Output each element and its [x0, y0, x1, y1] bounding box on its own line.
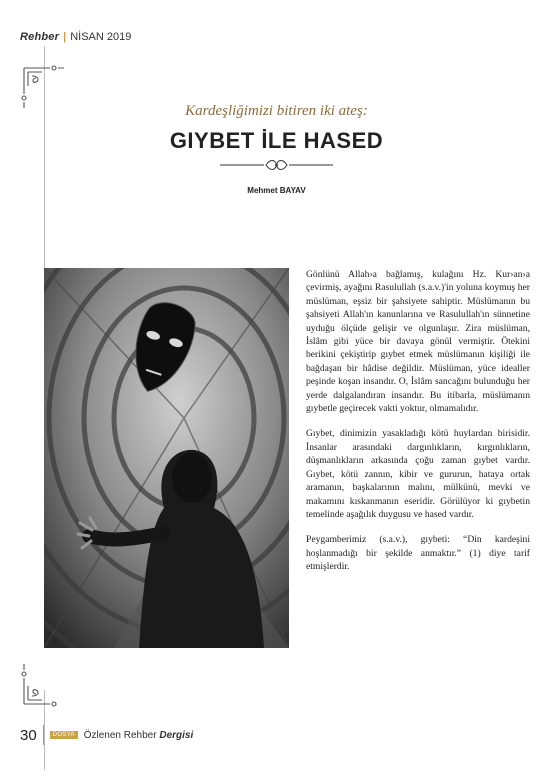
magazine-name: [84, 730, 194, 741]
title-divider-ornament-icon: [220, 158, 333, 172]
body-paragraph-3: Peygamberimiz (s.a.v.), gıybeti: “Din kardeşini hoşlanmadığı bir şekilde anmaktır.” (1) diye tarif etmişlerdir.: [306, 534, 530, 573]
running-header: [20, 31, 131, 43]
page-footer: [20, 725, 193, 745]
article-subtitle: Kardeşliğimizi bitiren iki ateş:: [185, 103, 368, 119]
footer-divider: [43, 725, 44, 745]
page-number: 30: [20, 726, 37, 744]
body-paragraph-2: Gıybet, dinimizin yasakladığı kötü huylardan birisidir. İnsanlar arasındaki dargınlıkların, kırgınlıkların, düşmanlıkların arkasında çoğu zaman gıybet vardır. Gıybet, kötü zannın, kibir ve gururun, hataya ortak aramanın, başkalarının malını, mülkünü, mevki ve makamını kıskanmanın eseridir. Görülüyor ki gıybetin temelinde aşağılık duygusu ve hased vardır.: [306, 428, 530, 520]
header-separator: |: [63, 31, 67, 43]
article-photo: [44, 268, 289, 648]
body-paragraph-1: Gönlünü Allah›a bağlamış, kulağını Hz. Kur›an›a çevirmiş, ayağını Rasulullah (s.a.v.)'in yoluna koymuş her müslüman, eşsiz bir şahsiyete sahiptir. Müslümanın bu şahsiyeti Allah'ın kanunlarına ve Rasulullah'ın sünnetine uyduğu ölçüde gelişir ve olgunlaşır. Zira müslüman, İslâm gibi yüce bir davaya gönül vermiştir. Ötekini berikini çekiştirip gıybet etmek müslümanın kişiliği ile bağdaşan bir hâdise değildir. Müslüman, yüce idealler peşinde koşan insandır. O, İslâm sancağını bulunduğu her yerde dalgalandıran insandır. Bu itibarla, müslümanın gıybetle geçirecek vakti yoktur, olmamalıdır.: [306, 269, 530, 415]
section-badge: DOSYA: [50, 731, 78, 739]
brand-name: Rehber: [20, 31, 60, 43]
issue-date: NİSAN 2019: [70, 31, 132, 43]
magazine-name-bold: Dergisi: [159, 729, 194, 741]
corner-ornament-icon: [20, 662, 66, 708]
article-body: [306, 268, 530, 586]
masked-person-photo: [44, 268, 289, 648]
article-title: GIYBET İLE HASED: [169, 128, 384, 153]
article-author: Mehmet BAYAV: [247, 186, 306, 195]
magazine-name-regular: Özlenen Rehber: [83, 729, 157, 741]
